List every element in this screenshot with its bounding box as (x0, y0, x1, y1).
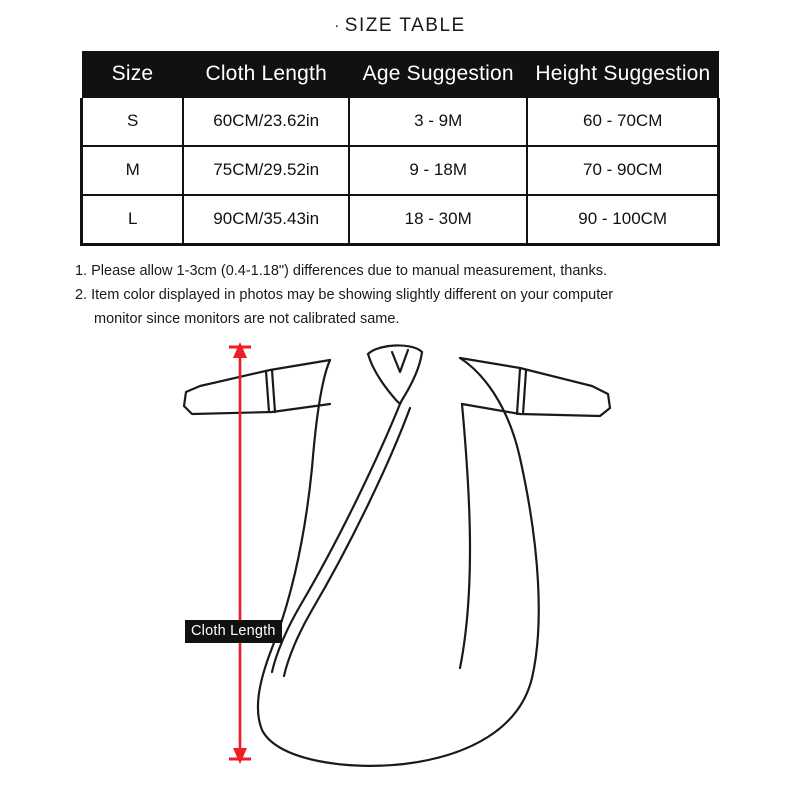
arrow-head-top (233, 342, 247, 358)
column-header-height-suggestion: Height Suggestion (527, 51, 718, 98)
notes-section (75, 260, 725, 332)
cell-height-suggestion: 60 - 70CM (527, 98, 718, 146)
sleeping-bag-drawing (0, 338, 800, 768)
note-color-disclaimer-line1: 2. Item color displayed in photos may be showing slightly different on your computer (75, 286, 614, 303)
body-outline (258, 358, 539, 766)
column-header-age-suggestion: Age Suggestion (349, 51, 527, 98)
size-table-container (80, 51, 720, 246)
garment-illustration (0, 338, 800, 768)
inner-right-seam (460, 404, 470, 668)
cell-size: L (82, 195, 184, 245)
left-sleeve-cuff-line (272, 370, 275, 412)
table-row (82, 98, 719, 146)
table-header-row (82, 51, 719, 98)
neckline-v (392, 350, 408, 372)
cloth-length-callout: Cloth Length (185, 620, 282, 643)
note-measurement-tolerance: 1. Please allow 1-3cm (0.4-1.18") differences due to manual measurement, thanks. (75, 263, 607, 279)
page-title (0, 0, 800, 37)
right-sleeve-cuff-line (517, 369, 520, 414)
right-sleeve-outline (460, 358, 610, 416)
cell-height-suggestion: 70 - 90CM (527, 146, 718, 195)
cell-age-suggestion: 3 - 9M (349, 98, 527, 146)
cell-size: S (82, 98, 184, 146)
arrow-head-bottom (233, 748, 247, 764)
bullet-icon: · (334, 17, 341, 35)
cell-cloth-length: 90CM/35.43in (183, 195, 349, 245)
size-table (80, 51, 720, 246)
right-sleeve-cuff-line-2 (523, 371, 526, 414)
collar-top (368, 345, 422, 354)
size-table-header (82, 51, 719, 98)
table-row (82, 195, 719, 245)
cell-cloth-length: 75CM/29.52in (183, 146, 349, 195)
page-title-text: SIZE TABLE (344, 15, 466, 36)
size-table-body (82, 98, 719, 245)
left-sleeve-cuff-line-2 (266, 371, 269, 412)
column-header-cloth-length: Cloth Length (183, 51, 349, 98)
cell-age-suggestion: 18 - 30M (349, 195, 527, 245)
front-placket-line-2 (284, 408, 410, 676)
table-row (82, 146, 719, 195)
column-header-size: Size (82, 51, 184, 98)
measurement-arrow (220, 338, 260, 768)
cell-cloth-length: 60CM/23.62in (183, 98, 349, 146)
cell-age-suggestion: 9 - 18M (349, 146, 527, 195)
front-placket-line (272, 404, 400, 672)
note-color-disclaimer-line2: monitor since monitors are not calibrated same. (94, 310, 400, 327)
cell-height-suggestion: 90 - 100CM (527, 195, 718, 245)
cell-size: M (82, 146, 184, 195)
